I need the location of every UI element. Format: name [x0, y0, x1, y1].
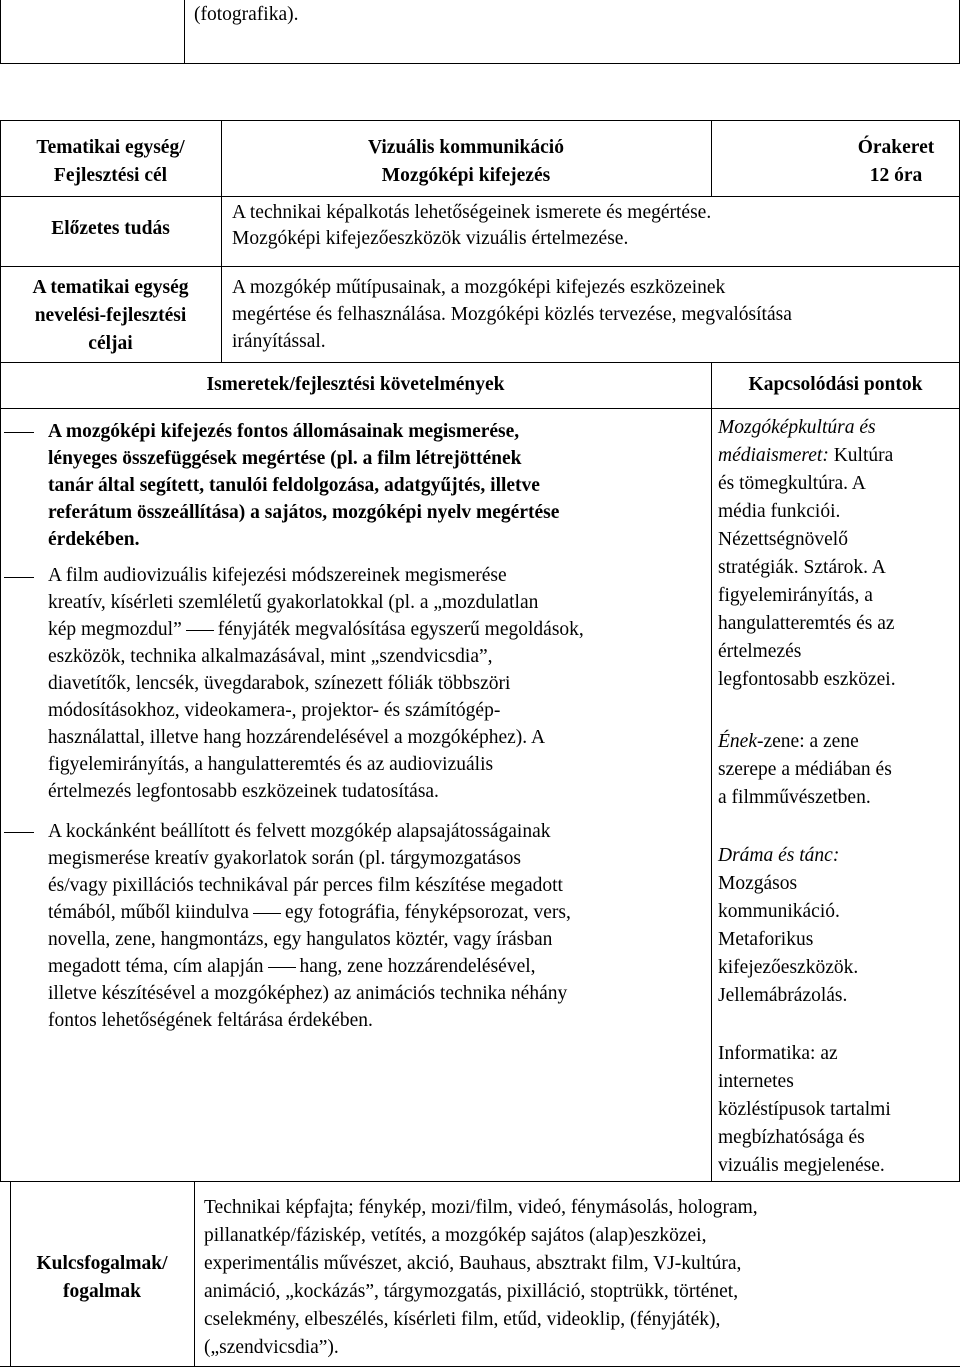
req2-line-7: használattal, illetve hang hozzárendelésével a mozgóképhez). A	[48, 727, 546, 748]
prior-row-bottom	[0, 266, 960, 267]
conn1-line-1	[718, 414, 954, 442]
connections-header: Kapcsolódási pontok	[748, 374, 923, 395]
goals-label-1: A tematikai egység	[32, 277, 189, 298]
requirement-item-1	[48, 418, 708, 553]
conn1-line-7: figyelemirányítás, a	[718, 585, 873, 606]
connection-informatics	[718, 1040, 954, 1180]
req3-line-6a: megadott téma, cím alapján	[48, 956, 264, 977]
key-concepts-label-2: fogalmak	[63, 1281, 141, 1302]
req1-line-3: tanár által segített, tanulói feldolgozása, adatgyűjtés, illetve	[48, 475, 540, 496]
key-concepts-label-1: Kulcsfogalmak/	[36, 1253, 168, 1274]
req2-line-3b: fényjáték megvalósítása egyszerű megoldások,	[217, 619, 584, 640]
goals-line-3: irányítással.	[232, 331, 326, 352]
req1-line-5: érdekében.	[48, 529, 140, 550]
conn1-line-2-italic: médiaismeret:	[718, 445, 829, 466]
req2-line-9: értelmezés legfontosabb eszközeinek tudatosítása.	[48, 781, 439, 802]
header-title-1: Vizuális kommunikáció	[368, 137, 564, 158]
requirements-header: Ismeretek/fejlesztési követelmények	[206, 374, 505, 395]
conn4-line-3: közléstípusok tartalmi	[718, 1099, 891, 1120]
header-left-label-2: Fejlesztési cél	[53, 165, 168, 186]
req2-line-1: A film audiovizuális kifejezési módszereinek megismerése	[48, 565, 507, 586]
key-concepts-line-3: experimentális művészet, akció, Bauhaus, absztrakt film, VJ-kultúra,	[204, 1253, 742, 1274]
key-concepts-line-1: Technikai képfajta; fénykép, mozi/film, videó, fénymásolás, hologram,	[204, 1197, 758, 1218]
goals-text	[232, 274, 792, 355]
conn3-italic: Dráma és tánc:	[718, 845, 840, 866]
key-concepts-text	[204, 1194, 758, 1362]
prior-knowledge-line-1: A technikai képalkotás lehetőségeinek ismerete és megértése.	[232, 202, 712, 223]
connections-column-divider	[711, 362, 712, 1182]
req3-line-6-wrap	[48, 953, 708, 980]
conn2-line-1	[718, 728, 954, 756]
conn1-line-2	[718, 442, 954, 470]
req1-line-1: A mozgóképi kifejezés fontos állomásainak megismerése,	[48, 421, 520, 442]
req3-line-4b: egy fotográfia, fényképsorozat, vers,	[284, 902, 571, 923]
conn4-line-2: internetes	[718, 1071, 794, 1092]
key-concepts-line-6: („szendvicsdia”).	[204, 1337, 339, 1358]
header-left-label	[0, 134, 221, 190]
req3-line-7: illetve készítésével a mozgóképhez) az animációs technika néhány	[48, 983, 568, 1004]
hours-box	[711, 134, 960, 190]
hours-label: Órakeret	[857, 137, 935, 158]
conn4-line-4: megbízhatósága és	[718, 1127, 865, 1148]
connection-media	[718, 414, 954, 694]
top-cell-text: (fotografika).	[194, 4, 299, 25]
goals-line-1: A mozgókép műtípusainak, a mozgóképi kifejezés eszközeinek	[232, 277, 726, 298]
conn2-line-1-rest: -zene: a zene	[756, 731, 859, 752]
conn4-line-1: Informatika: az	[718, 1043, 838, 1064]
conn1-line-4: média funkciói.	[718, 501, 841, 522]
inline-dash	[253, 913, 281, 914]
top-row	[0, 0, 960, 64]
inline-dash	[268, 967, 296, 968]
bullet-dash	[4, 432, 34, 433]
conn3-line-4: kifejezőeszközök.	[718, 957, 859, 978]
inline-dash	[186, 630, 214, 631]
top-row-divider	[184, 0, 185, 64]
req1-line-2: lényeges összefüggések megértése (pl. a film létrejöttének	[48, 448, 522, 469]
header-title	[221, 134, 711, 190]
requirement-item-2	[48, 562, 708, 805]
key-concepts-line-5: cselekmény, elbeszélés, kísérleti film, etűd, videoklip, (fényjáték),	[204, 1309, 721, 1330]
key-concepts-line-4: animáció, „kockázás”, tárgymozgatás, pixilláció, stoptrükk, történet,	[204, 1281, 739, 1302]
conn1-line-8: hangulatteremtés és az	[718, 613, 895, 634]
prior-knowledge-text	[232, 200, 711, 252]
goals-line-2: megértése és felhasználása. Mozgóképi közlés tervezése, megvalósítása	[232, 304, 792, 325]
header-row-bottom	[0, 196, 960, 197]
connection-drama	[718, 842, 954, 1010]
key-concepts-line-2: pillanatkép/fáziskép, vetítés, a mozgókép sajátos (alap)eszközei,	[204, 1225, 707, 1246]
bullet-dash	[4, 832, 34, 833]
conn2-italic: Ének	[718, 731, 757, 752]
bullet-dash	[4, 577, 34, 578]
header-left-label-1: Tematikai egység/	[36, 137, 185, 158]
req2-line-8: figyelemirányítás, a hangulatteremtés és az audiovizuális	[48, 754, 494, 775]
req3-line-1: A kockánként beállított és felvett mozgókép alapsajátosságainak	[48, 821, 551, 842]
req2-line-3-wrap	[48, 616, 708, 643]
header-title-2: Mozgóképi kifejezés	[381, 165, 551, 186]
req3-line-4-wrap	[48, 899, 708, 926]
conn1-line-9: értelmezés	[718, 641, 802, 662]
goals-label-2: nevelési-fejlesztési	[34, 305, 187, 326]
conn3-line-3: Metaforikus	[718, 929, 814, 950]
prior-knowledge-label: Előzetes tudás	[51, 218, 170, 239]
goals-row-bottom	[0, 362, 960, 363]
goals-label	[0, 274, 221, 358]
req3-line-3: és/vagy pixillációs technikával pár perces film készítése megadott	[48, 875, 563, 896]
req3-line-2: megismerése kreatív gyakorlatok során (pl. tárgymozgatásos	[48, 848, 521, 869]
req3-line-6b: hang, zene hozzárendelésével,	[299, 956, 536, 977]
goals-label-3: céljai	[88, 333, 133, 354]
req2-line-2: kreatív, kísérleti szemléletű gyakorlatokkal (pl. a „mozdulatlan	[48, 592, 539, 613]
conn4-line-5: vizuális megjelenése.	[718, 1155, 885, 1176]
conn1-line-1-text: Mozgóképkultúra és	[718, 417, 876, 438]
conn2-line-2: szerepe a médiában és	[718, 759, 892, 780]
conn3-line-5: Jellemábrázolás.	[718, 985, 848, 1006]
conn1-line-3: és tömegkultúra. A	[718, 473, 866, 494]
key-concepts-divider	[194, 1182, 195, 1367]
key-concepts-label	[10, 1250, 194, 1306]
req3-line-8: fontos lehetőségének feltárása érdekében.	[48, 1010, 373, 1031]
req1-line-4: referátum összeállítása) a sajátos, mozgóképi nyelv megértése	[48, 502, 560, 523]
conn3-line-1: Mozgásos	[718, 873, 798, 894]
conn1-line-6: stratégiák. Sztárok. A	[718, 557, 886, 578]
conn3-line-2: kommunikáció.	[718, 901, 840, 922]
conn1-line-10: legfontosabb eszközei.	[718, 669, 896, 690]
conn1-line-2-rest: Kultúra	[833, 445, 894, 466]
requirement-item-3	[48, 818, 708, 1034]
connection-music	[718, 728, 954, 812]
conn1-line-5: Nézettségnövelő	[718, 529, 848, 550]
hours-value: 12 óra	[869, 165, 923, 186]
req2-line-3a: kép megmozdul”	[48, 619, 182, 640]
req2-line-4: eszközök, technika alkalmazásával, mint „szendvicsdia”,	[48, 646, 493, 667]
req2-line-6: módosításokhoz, videokamera-, projektor- és számítógép-	[48, 700, 501, 721]
req2-line-5: diavetítők, lencsék, üvegdarabok, színezett fóliák többszöri	[48, 673, 511, 694]
req3-line-4a: témából, műből kiindulva	[48, 902, 249, 923]
conn2-line-3: a filmművészetben.	[718, 787, 871, 808]
prior-knowledge-line-2: Mozgóképi kifejezőeszközök vizuális értelmezése.	[232, 228, 629, 249]
req3-line-5: novella, zene, hangmontázs, egy hangulatos köztér, vagy írásban	[48, 929, 553, 950]
columns-header-bottom	[0, 408, 960, 409]
